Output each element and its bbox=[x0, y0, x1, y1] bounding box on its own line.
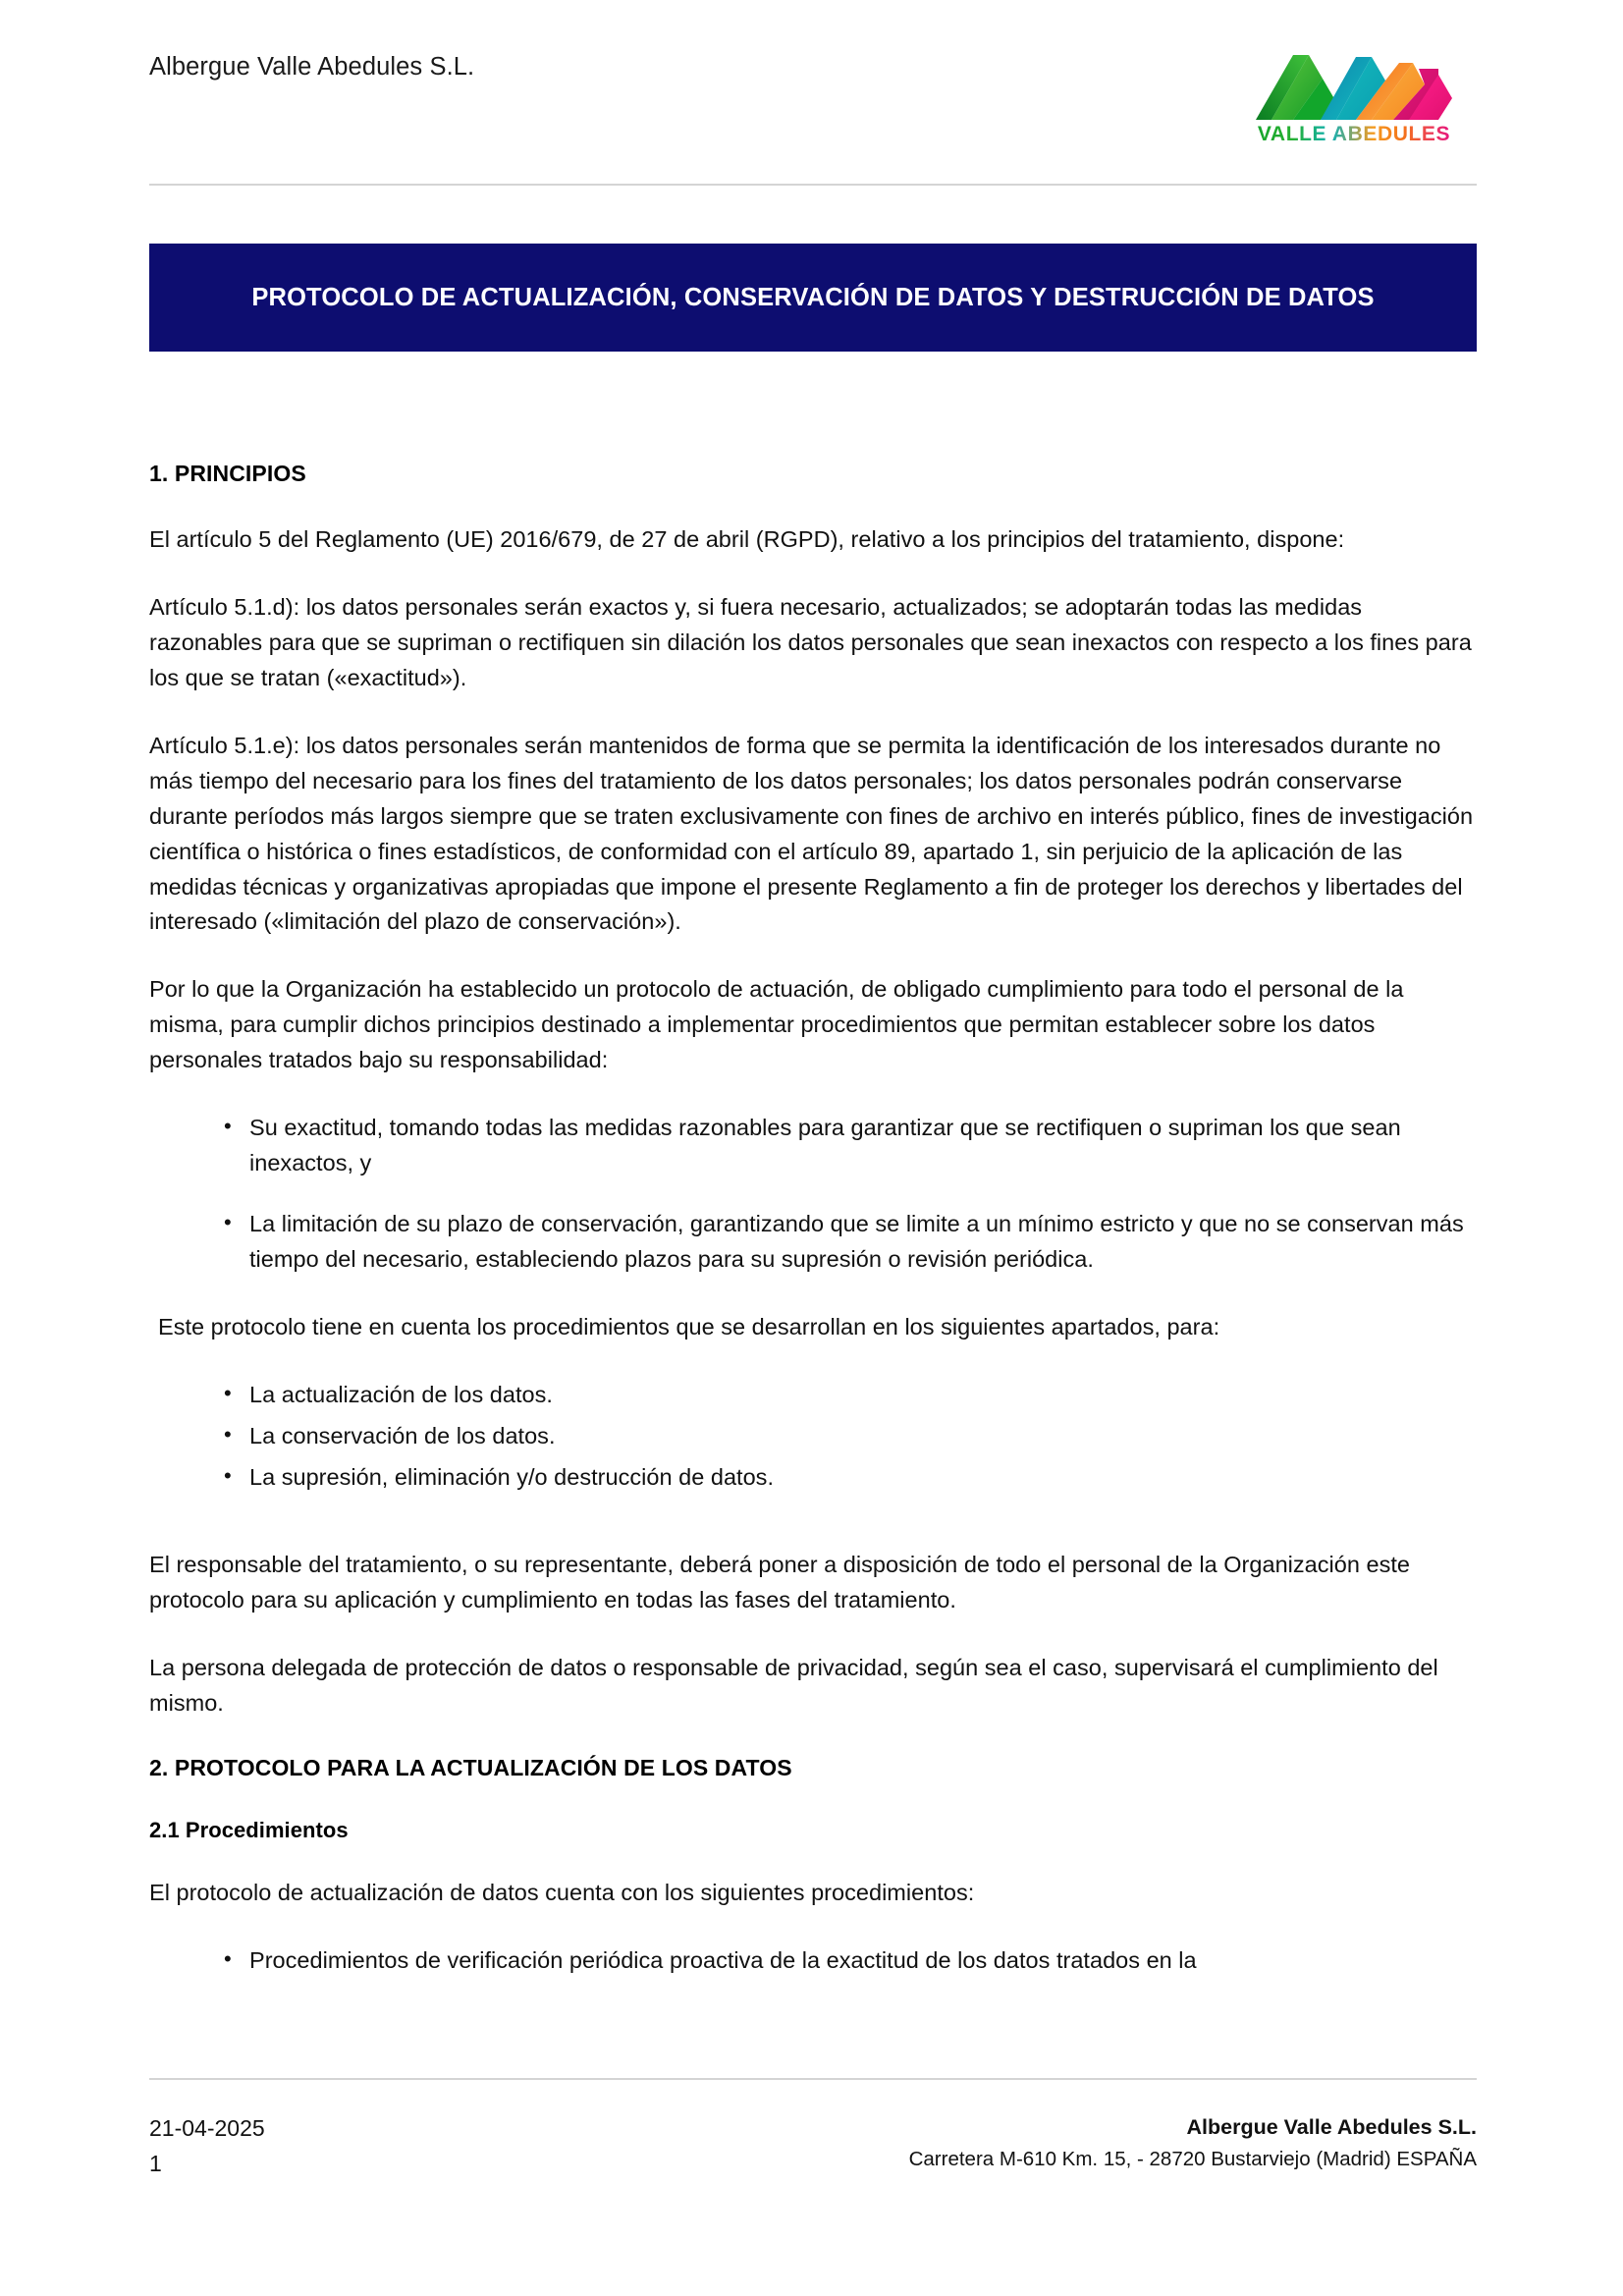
list-principios bbox=[149, 1111, 1477, 1278]
footer-divider bbox=[149, 2078, 1477, 2080]
list-procedimientos bbox=[149, 1943, 1477, 1979]
logo-wordmark: VALLE ABEDULES bbox=[1257, 123, 1451, 145]
page-footer bbox=[149, 2111, 1477, 2181]
footer-right-block bbox=[909, 2111, 1477, 2175]
paragraph-organizacion: Por lo que la Organización ha establecido un protocolo de actuación, de obligado cumplimiento para todo el personal de la misma, para cumplir dichos principios destinado a implementar procedimientos que permitan establecer sobre los datos personales tratados bajo su responsabilidad: bbox=[149, 976, 1404, 1073]
paragraph-persona-delegada: La persona delegada de protección de datos o responsable de privacidad, según sea el caso, supervisará el cumplimiento del mismo. bbox=[149, 1654, 1438, 1716]
section-heading-1: 1. PRINCIPIOS bbox=[149, 461, 306, 486]
paragraph-responsable-tratamiento: El responsable del tratamiento, o su representante, deberá poner a disposición de todo el personal de la Organización este protocolo para su aplicación y cumplimiento en todas las fases del tratamiento. bbox=[149, 1551, 1411, 1613]
header-divider bbox=[149, 184, 1477, 186]
list-apartados bbox=[149, 1378, 1477, 1496]
paragraph-articulo-5-1-d: Artículo 5.1.d): los datos personales serán exactos y, si fuera necesario, actualizados; se adoptarán todas las medidas razonables para que se supriman o rectifiquen sin dilación los datos personales que sean inexactos con respecto a los fines para los que se tratan («exactitud»). bbox=[149, 593, 1472, 690]
page-header bbox=[149, 43, 1477, 187]
document-title-banner bbox=[149, 244, 1477, 352]
list-item: • La actualización de los datos. bbox=[224, 1378, 1477, 1413]
list-item: • La limitación de su plazo de conservación, garantizando que se limite a un mínimo estricto y que no se conservan más tiempo del necesario, estableciendo plazos para su supresión o revisión periódica. bbox=[224, 1207, 1477, 1278]
header-company-name: Albergue Valle Abedules S.L. bbox=[149, 53, 475, 81]
subsection-heading-2-1: 2.1 Procedimientos bbox=[149, 1817, 349, 1842]
document-body bbox=[149, 460, 1477, 2011]
list-item: • La supresión, eliminación y/o destrucción de datos. bbox=[224, 1460, 1477, 1496]
paragraph-protocolo-actualizacion: El protocolo de actualización de datos cuenta con los siguientes procedimientos: bbox=[149, 1880, 975, 1906]
list-item: • Su exactitud, tomando todas las medidas razonables para garantizar que se rectifiquen o supriman los que sean inexactos, y bbox=[224, 1111, 1477, 1181]
paragraph-intro: El artículo 5 del Reglamento (UE) 2016/679, de 27 de abril (RGPD), relativo a los principios del tratamiento, dispone: bbox=[149, 525, 1345, 552]
paragraph-este-protocolo: Este protocolo tiene en cuenta los procedimientos que se desarrollan en los siguientes apartados, para: bbox=[158, 1314, 1220, 1340]
footer-company-name: Albergue Valle Abedules S.L. bbox=[1186, 2115, 1477, 2139]
paragraph-articulo-5-1-e: Artículo 5.1.e): los datos personales serán mantenidos de forma que se permita la identificación de los interesados durante no más tiempo del necesario para los fines del tratamiento de los datos personales; los datos personales podrán conservarse durante períodos más largos siempre que se traten exclusivamente con fines de archivo en interés público, fines de investigación científica o histórica o fines estadísticos, de conformidad con el artículo 89, apartado 1, sin perjuicio de la aplicación de las medidas técnicas y organizativas apropiadas que impone el presente Reglamento a fin de proteger los derechos y libertades del interesado («limitación del plazo de conservación»). bbox=[149, 732, 1474, 935]
company-logo bbox=[1231, 43, 1477, 146]
valle-abedules-logo-mark-icon bbox=[1246, 45, 1462, 122]
section-heading-2: 2. PROTOCOLO PARA LA ACTUALIZACIÓN DE LOS DATOS bbox=[149, 1754, 792, 1780]
page-title: PROTOCOLO DE ACTUALIZACIÓN, CONSERVACIÓN DE DATOS Y DESTRUCCIÓN DE DATOS bbox=[251, 283, 1375, 311]
footer-date: 21-04-2025 bbox=[149, 2115, 265, 2141]
list-item: • La conservación de los datos. bbox=[224, 1419, 1477, 1454]
footer-address: Carretera M-610 Km. 15, - 28720 Bustarviejo (Madrid) ESPAÑA bbox=[908, 2148, 1477, 2171]
footer-left-block bbox=[149, 2111, 265, 2181]
list-item: • Procedimientos de verificación periódica proactiva de la exactitud de los datos tratados en la bbox=[224, 1943, 1477, 1979]
footer-page-number: 1 bbox=[149, 2150, 162, 2176]
